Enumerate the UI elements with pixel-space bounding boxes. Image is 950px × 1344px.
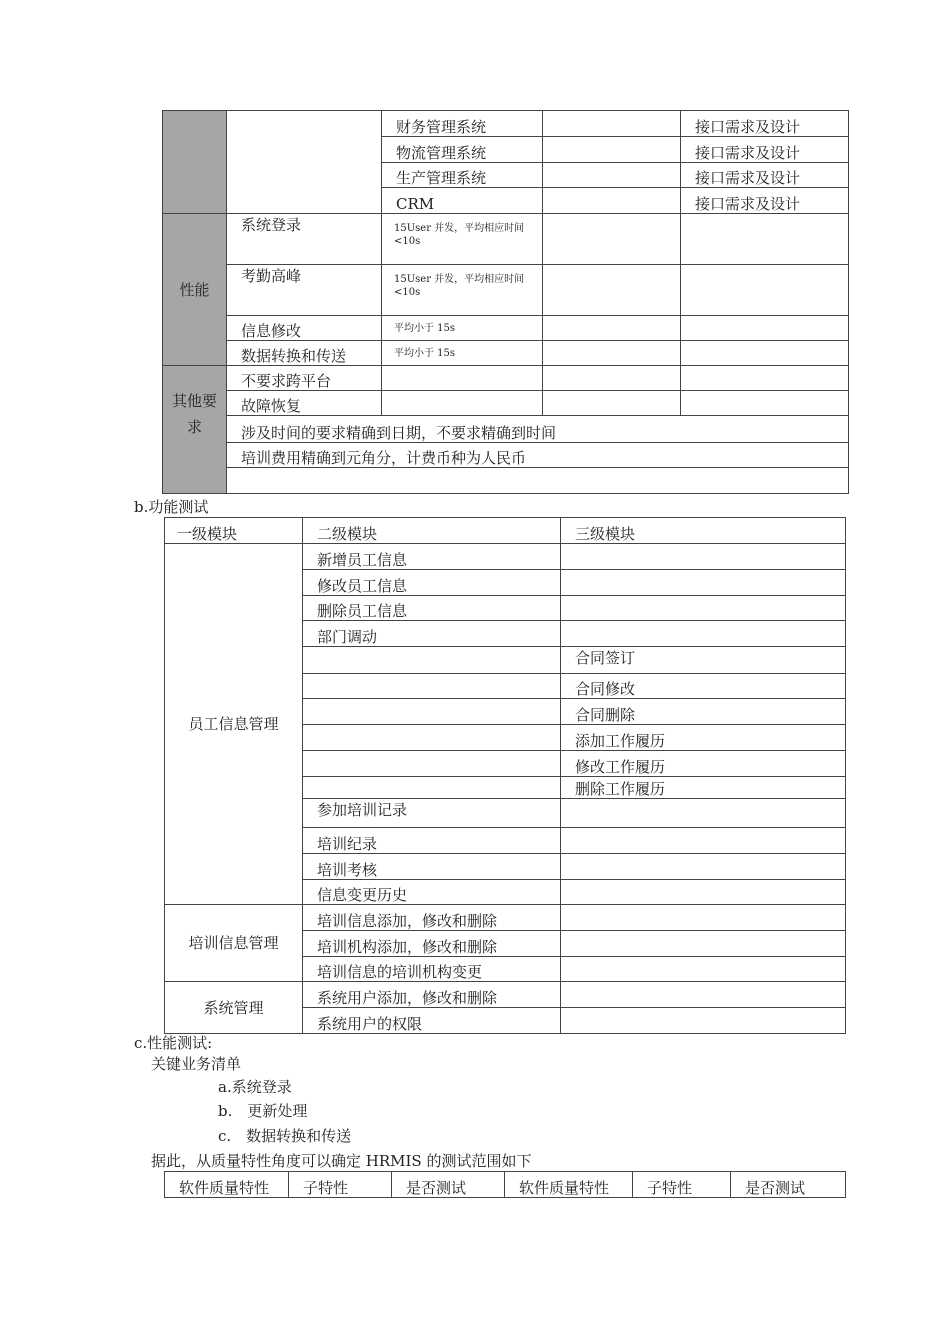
col-header: 软件质量特性: [505, 1172, 633, 1198]
perf-requirement: 平均小于 15s: [382, 316, 543, 341]
level2-item: 删除员工信息: [303, 596, 561, 621]
other-item: 不要求跨平台: [227, 366, 382, 391]
interface-note: 接口需求及设计: [681, 188, 849, 214]
level2-item: 培训考核: [303, 854, 561, 880]
level3-item: 修改工作履历: [561, 751, 846, 777]
col-header: 是否测试: [731, 1172, 846, 1198]
perf-requirement: 平均小于 15s: [382, 341, 543, 366]
col-header: 子特性: [289, 1172, 392, 1198]
other-item: 故障恢复: [227, 391, 382, 416]
note-row: 培训费用精确到元角分，计费币种为人民币: [227, 443, 849, 468]
key-business-title: 关键业务清单: [151, 1055, 242, 1073]
module-group: 员工信息管理: [165, 544, 303, 905]
interface-note: 接口需求及设计: [681, 111, 849, 137]
key-business-item: a.系统登录: [218, 1078, 292, 1096]
header-level3: 三级模块: [561, 518, 846, 544]
other-requirements-label: 其他要求: [163, 366, 227, 494]
level2-item: 修改员工信息: [303, 570, 561, 596]
level2-item: 信息变更历史: [303, 880, 561, 905]
interface-note: 接口需求及设计: [681, 137, 849, 163]
perf-requirement: 15User 并发，平均相应时间<10s: [382, 214, 543, 265]
section-c-heading: c.性能测试:: [134, 1034, 213, 1052]
level2-item: 培训纪录: [303, 828, 561, 854]
level2-item: 新增员工信息: [303, 544, 561, 570]
quality-scope-table: [164, 1171, 846, 1198]
perf-item: 信息修改: [227, 316, 382, 341]
level3-item: 合同修改: [561, 674, 846, 699]
interface-note: 接口需求及设计: [681, 163, 849, 188]
conclusion-text: 据此，从质量特性角度可以确定 HRMIS 的测试范围如下: [151, 1152, 532, 1170]
perf-item: 系统登录: [227, 214, 382, 265]
section-b-heading: b.功能测试: [134, 498, 209, 516]
col-header: 软件质量特性: [165, 1172, 289, 1198]
level2-item: 培训机构添加，修改和删除: [303, 931, 561, 957]
interface-system: 财务管理系统: [382, 111, 543, 137]
module-group: 培训信息管理: [165, 905, 303, 982]
function-test-table: [164, 517, 846, 1034]
header-level2: 二级模块: [303, 518, 561, 544]
level3-item: 删除工作履历: [561, 777, 846, 799]
level2-item: 参加培训记录: [303, 799, 561, 828]
level2-item: 部门调动: [303, 621, 561, 647]
level3-item: 合同签订: [561, 647, 846, 674]
level3-item: 合同删除: [561, 699, 846, 725]
perf-item: 考勤高峰: [227, 265, 382, 316]
interface-system: CRM: [382, 188, 543, 214]
requirements-table: [162, 110, 849, 494]
level2-item: 系统用户添加，修改和删除: [303, 982, 561, 1008]
perf-item: 数据转换和传送: [227, 341, 382, 366]
performance-label: 性能: [163, 214, 227, 366]
module-group: 系统管理: [165, 982, 303, 1034]
note-row: 涉及时间的要求精确到日期，不要求精确到时间: [227, 416, 849, 443]
level2-item: 系统用户的权限: [303, 1008, 561, 1034]
interface-system: 物流管理系统: [382, 137, 543, 163]
key-business-item: c. 数据转换和传送: [218, 1127, 352, 1145]
header-level1: 一级模块: [165, 518, 303, 544]
col-header: 子特性: [633, 1172, 731, 1198]
col-header: 是否测试: [392, 1172, 505, 1198]
blank-cell: [227, 111, 382, 214]
level2-item: 培训信息的培训机构变更: [303, 957, 561, 982]
perf-requirement: 15User 并发，平均相应时间<10s: [382, 265, 543, 316]
gray-header-cell: [163, 111, 227, 214]
level2-item: 培训信息添加，修改和删除: [303, 905, 561, 931]
key-business-item: b. 更新处理: [218, 1102, 308, 1120]
level3-item: 添加工作履历: [561, 725, 846, 751]
interface-system: 生产管理系统: [382, 163, 543, 188]
